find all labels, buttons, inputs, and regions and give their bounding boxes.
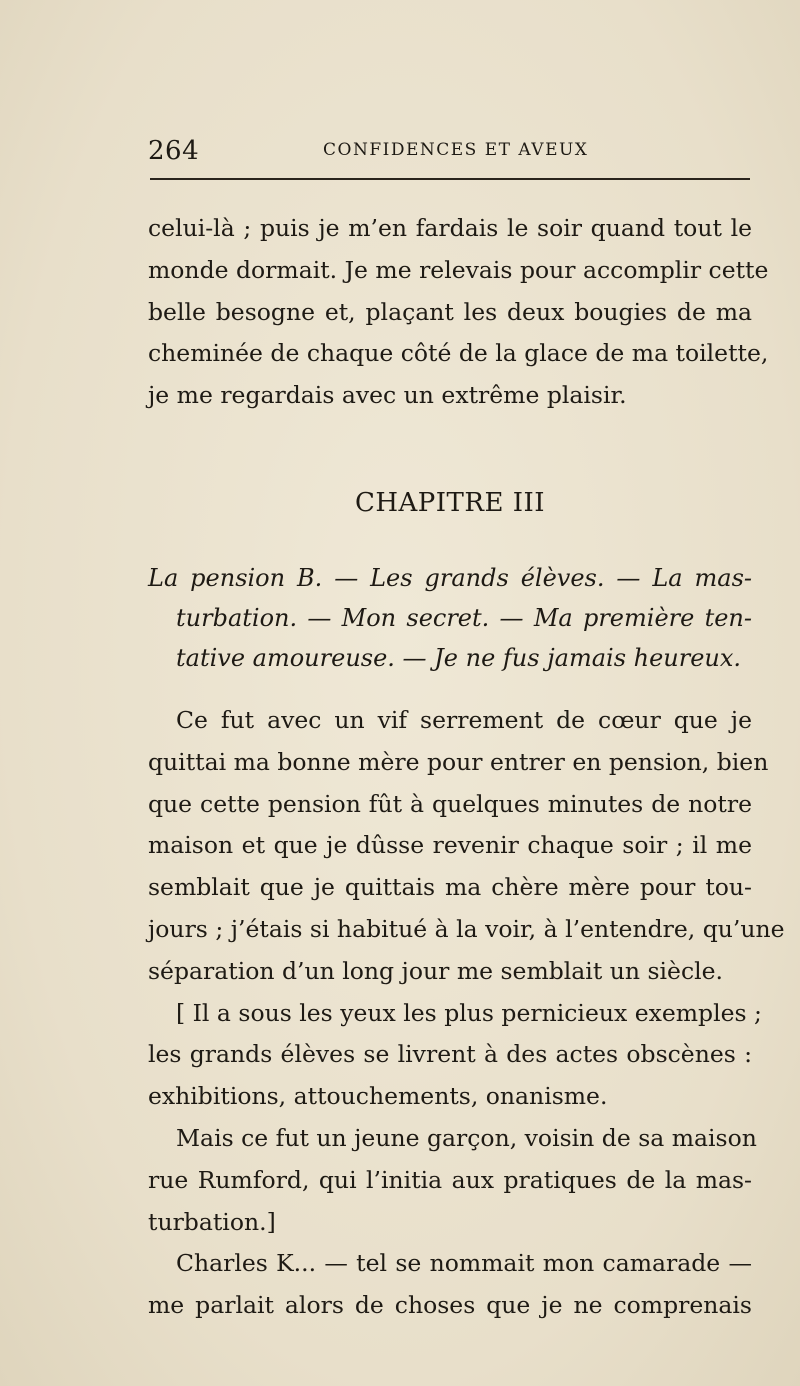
text-line: semblait que je quittais ma chère mère pour tou- [148,873,752,902]
paragraph-4 [148,1118,757,1243]
paragraph-3 [148,993,762,1118]
summary-line: La pension B. — Les grands élèves. — La mas- [148,564,752,592]
text-line: Ce fut avec un vif serrement de cœur que je [176,706,752,734]
page-header [148,136,752,172]
text-line: jours ; j’étais si habitué à la voir, à l’entendre, qu’une [148,914,785,943]
text-line: celui-là ; puis je m’en fardais le soir quand tout le [148,214,752,242]
chapter-summary [148,558,752,678]
text-line: je me regardais avec un extrême plaisir. [148,381,627,410]
main-text [148,700,785,1327]
text-line: me parlait alors de choses que je ne comprenais [148,1291,752,1320]
text-line: Charles K... — tel se nommait mon camarade — [176,1249,752,1278]
text-line: monde dormait. Je me relevais pour accomplir cette [148,255,769,284]
text-line: turbation.] [148,1207,276,1236]
page-number: 264 [148,136,200,166]
paragraph-1 [148,208,769,417]
running-title: CONFIDENCES ET AVEUX [323,140,589,160]
text-line: séparation d’un long jour me semblait un siècle. [148,956,724,985]
summary-line: turbation. — Mon secret. — Ma première ten- [176,604,752,632]
text-line: maison et que je dûsse revenir chaque soir ; il me [148,831,752,860]
text-line: belle besogne et, plaçant les deux bougies de ma [148,297,752,326]
text-line: [ Il a sous les yeux les plus pernicieux exemples ; [176,998,762,1027]
text-line: cheminée de chaque côté de la glace de ma toilette, [148,339,769,368]
paragraph-5 [148,1243,752,1327]
text-line: les grands élèves se livrent à des actes obscènes : [148,1040,752,1069]
text-line: Mais ce fut un jeune garçon, voisin de sa maison [176,1123,757,1152]
chapter-title: CHAPITRE III [354,488,546,518]
summary-line: tative amoureuse. — Je ne fus jamais heureux. [176,644,742,672]
text-line: quittai ma bonne mère pour entrer en pension, bien [148,747,769,776]
text-line: exhibitions, attouchements, onanisme. [148,1082,608,1111]
paragraph-2 [148,700,785,993]
text-line: que cette pension fût à quelques minutes de notre [148,789,752,818]
header-rule [150,178,750,180]
text-line: rue Rumford, qui l’initia aux pratiques de la mas- [148,1165,752,1194]
